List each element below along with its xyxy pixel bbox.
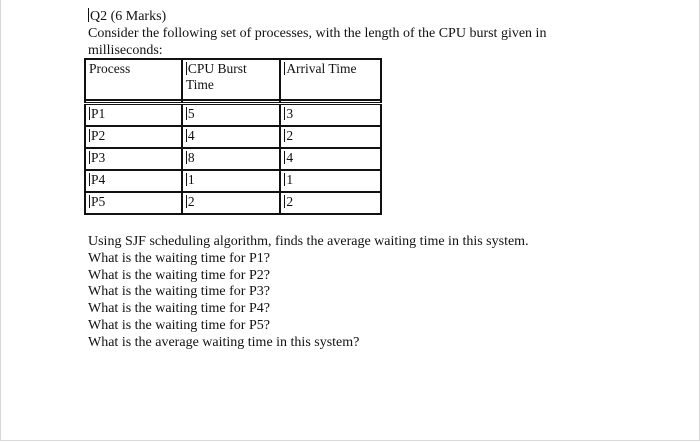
- question-line-p2: What is the waiting time for P2?: [88, 267, 270, 283]
- question-line-sjf: Using SJF scheduling algorithm, finds the average waiting time in this system.: [88, 234, 529, 249]
- table-row: [85, 170, 381, 192]
- arrival-cell: [280, 148, 381, 170]
- text-cursor: [186, 129, 187, 142]
- question-list: [88, 234, 648, 352]
- text-cursor: [89, 173, 90, 186]
- arrival-value: 3: [286, 106, 294, 121]
- arrival-value: 2: [286, 194, 294, 209]
- burst-cell: [182, 148, 280, 170]
- text-cursor: [89, 129, 90, 142]
- table-header-row: [85, 59, 381, 100]
- question-line-p5: What is the waiting time for P5?: [88, 317, 270, 333]
- table-row: [85, 126, 381, 148]
- text-cursor: [186, 173, 187, 186]
- text-cursor: [89, 107, 90, 120]
- burst-cell: [182, 170, 280, 192]
- question-line-p1: What is the waiting time for P1?: [88, 250, 270, 266]
- process-value: P4: [91, 172, 106, 187]
- header-arrival-label: Arrival Time: [286, 61, 357, 76]
- process-cell: [85, 104, 182, 127]
- arrival-cell: [280, 126, 381, 148]
- arrival-cell: [280, 192, 381, 214]
- burst-cell: [182, 192, 280, 214]
- text-cursor: [89, 151, 90, 164]
- table-row: [85, 104, 381, 127]
- question-heading: [88, 8, 166, 25]
- question-intro: [88, 25, 648, 59]
- text-cursor: [89, 195, 90, 208]
- text-cursor: [186, 107, 187, 120]
- text-cursor: [186, 62, 187, 75]
- arrival-cell: [280, 170, 381, 192]
- question-line-p4: What is the waiting time for P4?: [88, 301, 270, 317]
- process-table: [84, 58, 382, 215]
- process-value: P5: [91, 194, 106, 209]
- burst-value: 1: [187, 172, 195, 187]
- intro-line-1: Consider the following set of processes, with the length of the CPU burst given in: [88, 26, 547, 41]
- header-process: Process: [85, 59, 182, 100]
- table-row: [85, 192, 381, 214]
- arrival-value: 2: [286, 128, 294, 143]
- arrival-value: 4: [286, 150, 294, 165]
- header-cpu-burst-label: CPU Burst Time: [185, 61, 247, 92]
- arrival-value: 1: [286, 172, 294, 187]
- burst-value: 8: [187, 150, 195, 165]
- header-cpu-burst: [182, 59, 280, 100]
- process-value: P3: [91, 150, 106, 165]
- process-value: P1: [91, 106, 106, 121]
- burst-cell: [182, 104, 280, 127]
- question-line-p3: What is the waiting time for P3?: [88, 284, 270, 300]
- process-value: P2: [91, 128, 106, 143]
- text-cursor: [186, 151, 187, 164]
- intro-line-2: milliseconds:: [88, 43, 163, 58]
- process-cell: [85, 170, 182, 192]
- process-cell: [85, 148, 182, 170]
- process-cell: [85, 192, 182, 214]
- table-row: [85, 148, 381, 170]
- process-cell: [85, 126, 182, 148]
- burst-value: 5: [187, 106, 195, 121]
- burst-value: 4: [187, 128, 195, 143]
- burst-cell: [182, 126, 280, 148]
- arrival-cell: [280, 104, 381, 127]
- text-cursor: [88, 8, 89, 22]
- burst-value: 2: [187, 194, 195, 209]
- header-arrival-time: [280, 59, 381, 100]
- question-number: Q2 (6 Marks): [90, 9, 167, 24]
- text-cursor: [186, 195, 187, 208]
- question-line-average: What is the average waiting time in this system?: [88, 334, 360, 350]
